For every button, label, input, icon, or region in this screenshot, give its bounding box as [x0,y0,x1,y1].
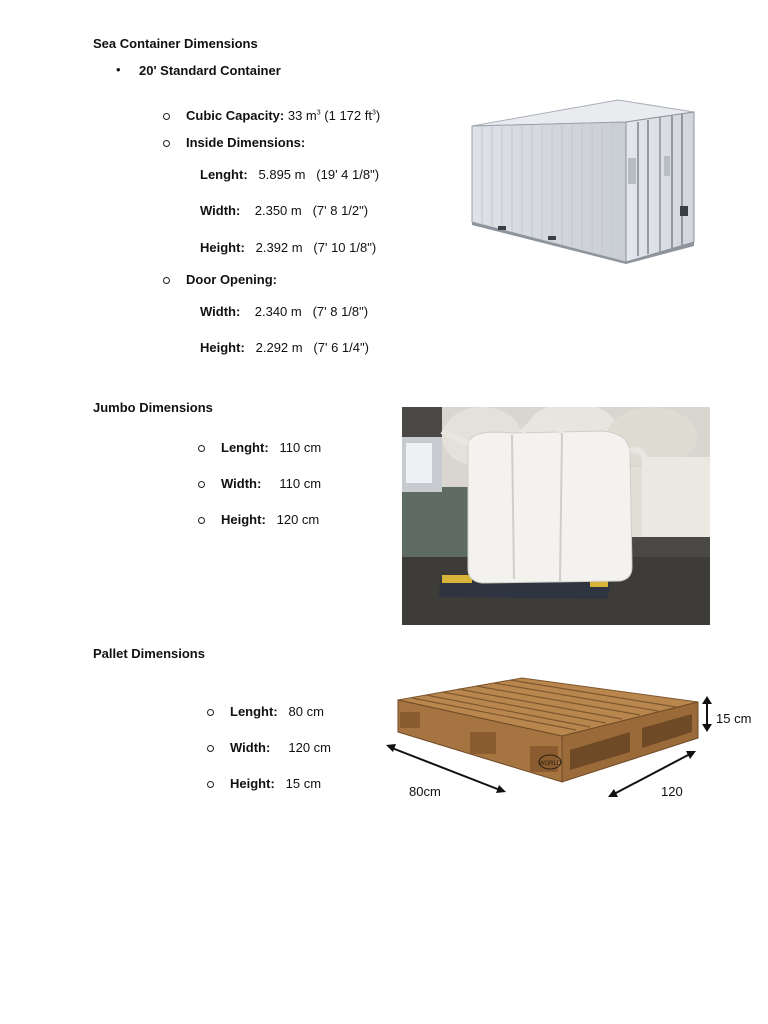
sea-section-title: Sea Container Dimensions [93,36,258,51]
shipping-container-image [468,96,696,264]
list-circle [163,113,170,120]
door-height-row: Height: 2.292 m (7' 6 1/4") [200,340,369,355]
pallet-height-dimension-label: 15 cm [716,711,752,726]
list-circle [198,517,205,524]
list-circle [163,140,170,147]
inside-height-row: Height: 2.392 m (7' 10 1/8") [200,240,377,255]
inside-dimensions-label: Inside Dimensions: [186,135,306,150]
list-circle [198,481,205,488]
container-type-title: 20' Standard Container [139,63,281,78]
bullet-dot: • [116,62,121,77]
pallet-width-dimension-label: 120 [661,784,683,799]
jumbo-length-row: Lenght: 110 cm [221,440,322,455]
cubic-capacity-row: Cubic Capacity: 33 $m^3$ (1 172 $ft^3$) [186,108,381,123]
pallet-stamp: WORLD [538,761,562,767]
cubic-capacity-label: Cubic Capacity: [186,108,285,123]
door-width-row: Width: 2.340 m (7' 8 1/8") [200,304,369,319]
jumbo-height-row: Height: 120 cm [221,512,320,527]
list-circle [207,745,214,752]
pallet-section-title: Pallet Dimensions [93,646,205,661]
door-opening-label: Door Opening: [186,272,277,287]
list-circle [163,277,170,284]
list-circle [207,709,214,716]
pallet-length-dimension-label: 80cm [409,784,441,799]
jumbo-section-title: Jumbo Dimensions [93,400,213,415]
inside-width-row: Width: 2.350 m (7' 8 1/2") [200,203,369,218]
jumbo-width-row: Width: 110 cm [221,476,322,491]
jumbo-bag-image [402,407,710,625]
list-circle [207,781,214,788]
pallet-length-row: Lenght: 80 cm [230,704,324,719]
list-circle [198,445,205,452]
pallet-height-row: Height: 15 cm [230,776,322,791]
pallet-width-row: Width: 120 cm [230,740,332,755]
inside-length-row: Lenght: 5.895 m (19' 4 1/8") [200,167,380,182]
